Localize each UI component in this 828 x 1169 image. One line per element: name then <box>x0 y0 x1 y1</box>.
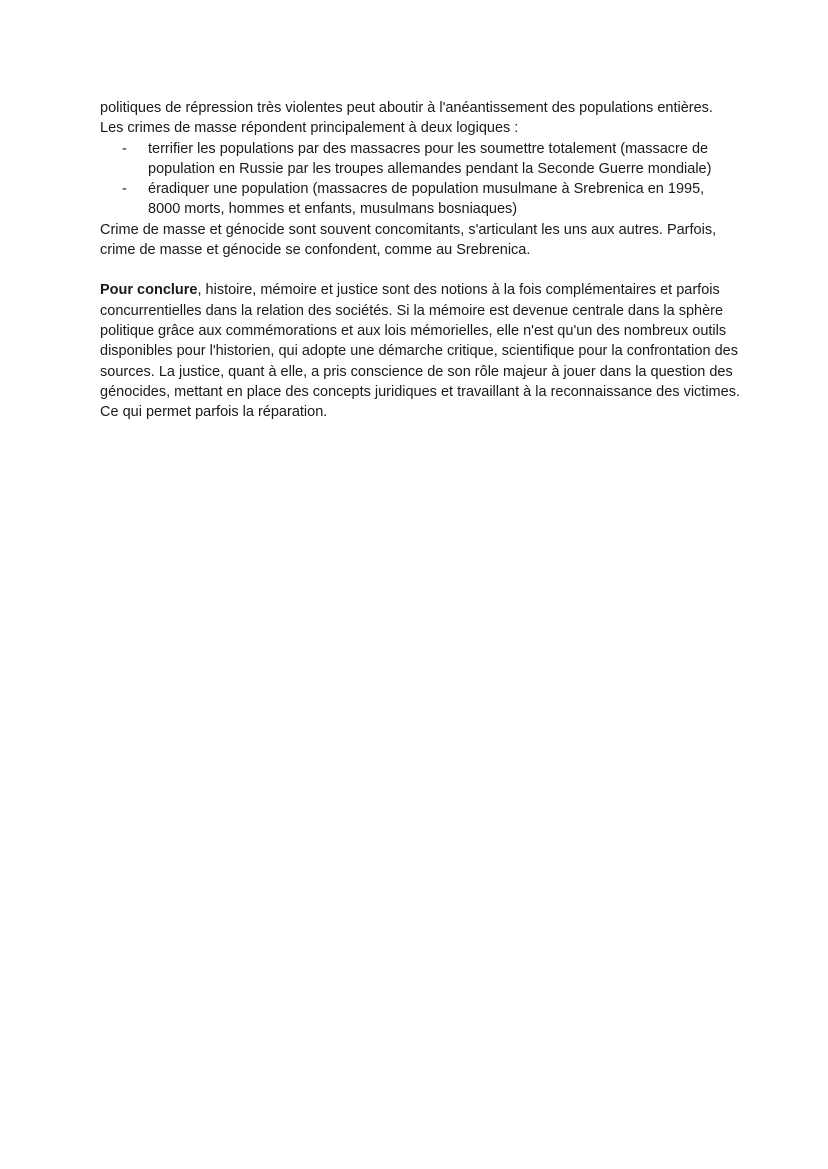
after-list-paragraph: Crime de masse et génocide sont souvent concomitants, s'articulant les uns aux autres. Parfois, crime de masse et génocide se confondent, comme au Srebrenica. <box>100 221 717 259</box>
conclusion-body: , histoire, mémoire et justice sont des notions à la fois complémentaires et parfois concurrentielles dans la relation des sociétés. Si la mémoire est devenue centrale dans la sphère politique grâce aux commémorations et aux lois mémorielles, elle n'est qu'un des nombreux outils disponibles pour l'historien, qui adopte une démarche critique, scientifique pour la confrontation des sources. La justice, quant à elle, a pris conscience de son rôle majeur à jouer dans la question des génocides, mettant en place des concepts juridiques et travaillant à la reconnaissance des victimes. Ce qui permet parfois la réparation. <box>100 282 740 421</box>
conclusion-lead: Pour conclure <box>100 282 198 299</box>
list-dash: - <box>122 181 127 198</box>
list-item-text: terrifier les populations par des massacres pour les soumettre totalement (massacre de population en Russie par les troupes allemandes pendant la Seconde Guerre mondiale) <box>148 140 712 177</box>
paragraph-spacer <box>100 260 740 280</box>
list-item <box>100 139 728 180</box>
intro-paragraph: politiques de répression très violentes peut aboutir à l'anéantissement des populations entières. Les crimes de masse répondent principalement à deux logiques : <box>100 100 713 137</box>
list-dash: - <box>122 140 127 157</box>
list-item <box>100 179 728 220</box>
conclusion-paragraph <box>100 280 740 422</box>
list-item-text: éradiquer une population (massacres de population musulmane à Srebrenica en 1995, 8000 morts, hommes et enfants, musulmans bosniaques) <box>148 181 705 218</box>
logic-list <box>100 139 740 220</box>
document-body <box>100 98 740 422</box>
